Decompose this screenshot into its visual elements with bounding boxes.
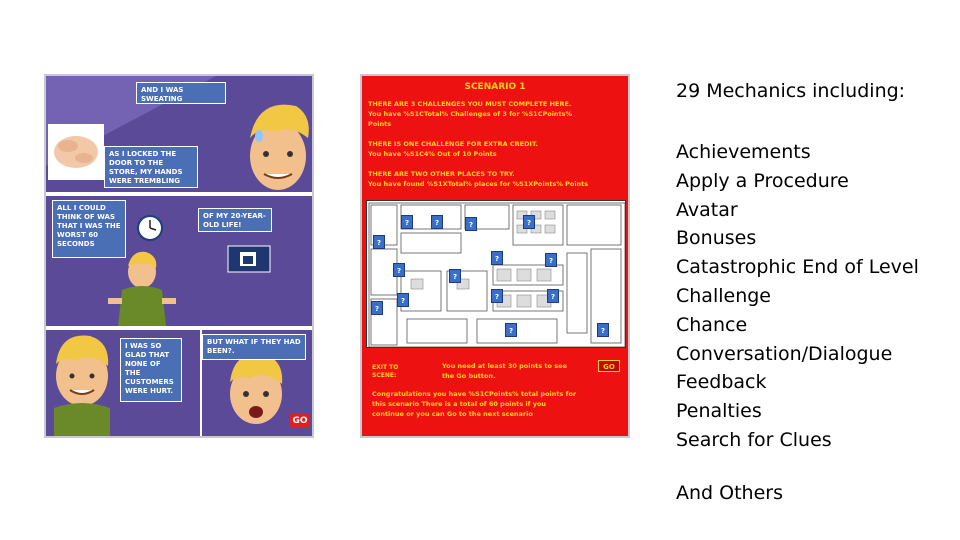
mechanic-item: Penalties: [676, 400, 762, 423]
mechanic-item: Challenge: [676, 284, 771, 307]
relieved-man-face: [54, 336, 110, 436]
scenario-line-5: You have %S1C4% Out of 10 Points: [368, 150, 497, 158]
mechanic-item: Conversation/Dialogue: [676, 342, 893, 365]
clue-marker[interactable]: ?: [397, 293, 409, 307]
clue-marker[interactable]: ?: [465, 217, 477, 231]
mechanic-item: Avatar: [676, 198, 738, 221]
scenario-line-1: THERE ARE 3 CHALLENGES YOU MUST COMPLETE HERE.: [368, 100, 572, 108]
mechanics-items: [676, 138, 919, 455]
scenario-panel: [360, 74, 630, 438]
mechanic-item: Chance: [676, 313, 748, 336]
congrats-line-3: continue or you can Go to the next scenario: [372, 410, 533, 418]
scenario-line-6: THERE ARE TWO OTHER PLACES TO TRY.: [368, 170, 515, 178]
congrats-line-2: this scenario There is a total of 60 points if you: [372, 400, 547, 408]
caption-locked-door: AS I LOCKED THE DOOR TO THE STORE, MY HANDS WERE TREMBLING: [104, 146, 198, 188]
mechanic-item: Search for Clues: [676, 428, 832, 451]
mechanic-item: Bonuses: [676, 227, 757, 250]
comic-panel: [44, 74, 314, 438]
clue-marker[interactable]: ?: [491, 251, 503, 265]
clue-marker[interactable]: ?: [547, 289, 559, 303]
calendar-icon: [228, 246, 270, 272]
scenario-go-button[interactable]: GO: [598, 360, 620, 372]
clue-marker[interactable]: ?: [545, 253, 557, 267]
mechanics-footer: And Others: [676, 482, 783, 504]
need-points-line-1: You need at least 30 points to see: [442, 362, 567, 370]
clue-marker[interactable]: ?: [373, 235, 385, 249]
hands-illustration: [48, 124, 104, 180]
clue-marker[interactable]: ?: [393, 263, 405, 277]
scenario-line-7: You have found %S1XTotal% places for %S1XPoints% Points: [368, 180, 589, 188]
clue-marker[interactable]: ?: [505, 323, 517, 337]
clue-marker[interactable]: ?: [597, 323, 609, 337]
congrats-line-1: Congratulations you have %S1CPoints% total points for: [372, 390, 577, 398]
clue-marker[interactable]: ?: [401, 215, 413, 229]
clue-marker[interactable]: ?: [491, 289, 503, 303]
exit-to-scene-label: EXIT TO SCENE:: [372, 364, 399, 379]
scenario-line-4: THERE IS ONE CHALLENGE FOR EXTRA CREDIT.: [368, 140, 538, 148]
worried-man-face: [230, 354, 282, 424]
clock-icon: [138, 216, 162, 240]
mechanic-item: Achievements: [676, 141, 811, 163]
clue-marker[interactable]: ?: [371, 301, 383, 315]
caption-twenty-year-old: OF MY 20-YEAR-OLD LIFE!: [198, 208, 272, 232]
floor-plan: [366, 200, 626, 348]
clue-marker[interactable]: ?: [523, 215, 535, 229]
scenario-line-3: Points: [368, 120, 392, 128]
clue-marker[interactable]: ?: [449, 269, 461, 283]
clue-marker[interactable]: ?: [431, 215, 443, 229]
caption-worst-seconds: ALL I COULD THINK OF WAS THAT I WAS THE WORST 60 SECONDS: [52, 200, 126, 258]
mechanic-item: Apply a Procedure: [676, 169, 849, 192]
caption-what-if: BUT WHAT IF THEY HAD BEEN?.: [202, 334, 306, 360]
scenario-title: SCENARIO 1: [464, 82, 526, 92]
need-points-line-2: the Go button.: [442, 372, 496, 380]
mechanics-heading: 29 Mechanics including:: [676, 80, 906, 102]
caption-sweating: AND I WAS SWEATING: [136, 82, 226, 104]
caption-glad: I WAS SO GLAD THAT NONE OF THE CUSTOMERS WERE HURT.: [120, 338, 182, 402]
scenario-line-2: You have %S1CTotal% Challenges of 3 for %S1CPoints%: [368, 110, 573, 118]
mechanic-item: Catastrophic End of Level: [676, 256, 919, 279]
mechanic-item: Feedback: [676, 371, 767, 394]
comic-go-button[interactable]: GO: [290, 414, 310, 428]
